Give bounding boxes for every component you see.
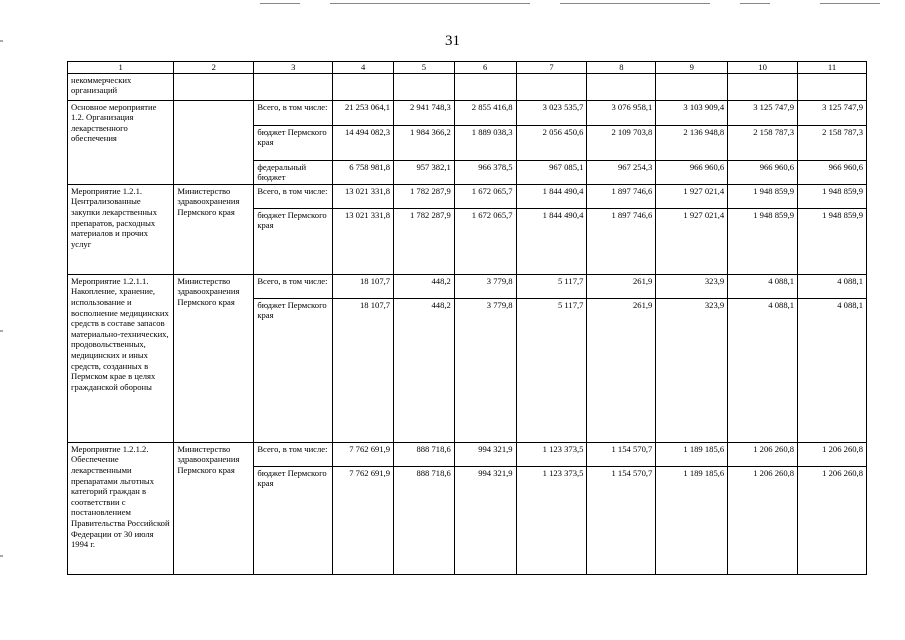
value-cell: 967 085,1	[516, 160, 587, 184]
page-number: 31	[445, 33, 460, 49]
value-cell: 966 960,6	[656, 160, 728, 184]
value-cell: 7 762 691,9	[333, 442, 394, 466]
header-cell: 10	[728, 62, 798, 74]
header-cell: 4	[333, 62, 394, 74]
value-cell: 1 897 746,6	[587, 208, 656, 274]
executor-cell: Министерство здравоохранения Пермского края	[174, 274, 254, 442]
value-cell: 3 125 747,9	[798, 100, 867, 125]
value-cell: 13 021 331,8	[333, 208, 394, 274]
funding-source-cell	[254, 73, 333, 100]
value-cell: 1 123 373,5	[516, 466, 587, 574]
scan-top-line	[560, 3, 710, 4]
value-cell: 448,2	[394, 298, 455, 442]
value-cell: 2 941 748,3	[394, 100, 455, 125]
value-cell: 966 378,5	[454, 160, 516, 184]
value-cell: 1 672 065,7	[454, 184, 516, 208]
value-cell: 3 125 747,9	[728, 100, 798, 125]
activity-name-cell: Мероприятие 1.2.1.1. Накопление, хранение, использование и восполнение медицинских средств в составе запасов материально-технических, продовольственных, медицинских и иных средств, созданных в Пермском крае в целях гражданской обороны	[68, 274, 174, 442]
value-cell: 3 076 958,1	[587, 100, 656, 125]
value-cell	[394, 73, 455, 100]
value-cell: 3 103 909,4	[656, 100, 728, 125]
scan-left-edge	[0, 555, 3, 557]
header-cell: 3	[254, 62, 333, 74]
value-cell: 1 948 859,9	[798, 208, 867, 274]
value-cell: 1 897 746,6	[587, 184, 656, 208]
value-cell: 1 927 021,4	[656, 184, 728, 208]
scan-top-line	[260, 3, 300, 4]
scan-top-line	[330, 3, 530, 4]
header-cell: 11	[798, 62, 867, 74]
table-row	[68, 442, 867, 466]
value-cell: 5 117,7	[516, 274, 587, 298]
value-cell: 448,2	[394, 274, 455, 298]
funding-source-cell: бюджет Пермского края	[254, 466, 333, 574]
value-cell: 2 136 948,8	[656, 125, 728, 160]
funding-source-cell: Всего, в том числе:	[254, 184, 333, 208]
value-cell: 6 758 981,8	[333, 160, 394, 184]
table-row	[68, 100, 867, 125]
table-row	[68, 184, 867, 208]
value-cell: 2 109 703,8	[587, 125, 656, 160]
value-cell: 3 779,8	[454, 274, 516, 298]
header-row	[68, 62, 867, 74]
value-cell: 994 321,9	[454, 466, 516, 574]
value-cell: 1 844 490,4	[516, 184, 587, 208]
scan-top-line	[820, 3, 880, 4]
value-cell: 888 718,6	[394, 442, 455, 466]
value-cell: 18 107,7	[333, 298, 394, 442]
executor-cell	[174, 73, 254, 100]
value-cell	[798, 73, 867, 100]
header-cell: 1	[68, 62, 174, 74]
budget-table	[67, 61, 867, 575]
funding-source-cell: Всего, в том числе:	[254, 442, 333, 466]
header-cell: 9	[656, 62, 728, 74]
funding-source-cell: бюджет Пермского края	[254, 208, 333, 274]
value-cell: 1 123 373,5	[516, 442, 587, 466]
value-cell	[728, 73, 798, 100]
header-cell: 7	[516, 62, 587, 74]
value-cell	[656, 73, 728, 100]
value-cell: 2 158 787,3	[728, 125, 798, 160]
header-cell: 8	[587, 62, 656, 74]
value-cell: 3 023 535,7	[516, 100, 587, 125]
value-cell	[333, 73, 394, 100]
value-cell: 1 154 570,7	[587, 466, 656, 574]
header-cell: 5	[394, 62, 455, 74]
value-cell: 966 960,6	[798, 160, 867, 184]
header-cell: 2	[174, 62, 254, 74]
activity-name-cell: Основное мероприятие 1.2. Организация лекарственного обеспечения	[68, 100, 174, 184]
value-cell: 4 088,1	[798, 298, 867, 442]
value-cell: 1 889 038,3	[454, 125, 516, 160]
value-cell: 1 154 570,7	[587, 442, 656, 466]
value-cell: 2 056 450,6	[516, 125, 587, 160]
value-cell: 1 206 260,8	[798, 466, 867, 574]
activity-name-cell: некоммерческих организаций	[68, 73, 174, 100]
value-cell: 967 254,3	[587, 160, 656, 184]
value-cell: 1 948 859,9	[798, 184, 867, 208]
value-cell: 2 158 787,3	[798, 125, 867, 160]
value-cell: 966 960,6	[728, 160, 798, 184]
scan-top-line	[740, 3, 770, 4]
value-cell: 1 782 287,9	[394, 184, 455, 208]
scan-left-edge	[0, 330, 3, 332]
value-cell: 957 382,1	[394, 160, 455, 184]
value-cell: 1 948 859,9	[728, 184, 798, 208]
value-cell: 994 321,9	[454, 442, 516, 466]
activity-name-cell: Мероприятие 1.2.1. Централизованные закупки лекарственных препаратов, расходных материалов и прочих услуг	[68, 184, 174, 274]
funding-source-cell: федеральный бюджет	[254, 160, 333, 184]
value-cell: 1 844 490,4	[516, 208, 587, 274]
value-cell: 13 021 331,8	[333, 184, 394, 208]
value-cell: 1 927 021,4	[656, 208, 728, 274]
executor-cell	[174, 100, 254, 184]
funding-source-cell: Всего, в том числе:	[254, 274, 333, 298]
activity-name-cell: Мероприятие 1.2.1.2. Обеспечение лекарственными препаратами льготных категорий граждан в соответствии с постановлением Правительства Российской Федерации от 30 июля 1994 г.	[68, 442, 174, 574]
value-cell: 1 782 287,9	[394, 208, 455, 274]
value-cell: 4 088,1	[798, 274, 867, 298]
value-cell: 1 948 859,9	[728, 208, 798, 274]
value-cell: 888 718,6	[394, 466, 455, 574]
value-cell: 4 088,1	[728, 274, 798, 298]
value-cell: 1 189 185,6	[656, 466, 728, 574]
value-cell: 261,9	[587, 298, 656, 442]
value-cell: 3 779,8	[454, 298, 516, 442]
funding-source-cell: бюджет Пермского края	[254, 125, 333, 160]
value-cell: 1 206 260,8	[728, 442, 798, 466]
value-cell: 323,9	[656, 274, 728, 298]
value-cell: 14 494 082,3	[333, 125, 394, 160]
table-row	[68, 73, 867, 100]
table-row	[68, 274, 867, 298]
value-cell	[516, 73, 587, 100]
value-cell: 7 762 691,9	[333, 466, 394, 574]
value-cell: 2 855 416,8	[454, 100, 516, 125]
value-cell: 1 206 260,8	[728, 466, 798, 574]
value-cell: 1 206 260,8	[798, 442, 867, 466]
value-cell: 18 107,7	[333, 274, 394, 298]
value-cell: 4 088,1	[728, 298, 798, 442]
value-cell: 21 253 064,1	[333, 100, 394, 125]
executor-cell: Министерство здравоохранения Пермского края	[174, 184, 254, 274]
value-cell: 261,9	[587, 274, 656, 298]
value-cell: 1 189 185,6	[656, 442, 728, 466]
value-cell: 5 117,7	[516, 298, 587, 442]
funding-source-cell: бюджет Пермского края	[254, 298, 333, 442]
value-cell: 1 672 065,7	[454, 208, 516, 274]
value-cell	[587, 73, 656, 100]
executor-cell: Министерство здравоохранения Пермского края	[174, 442, 254, 574]
value-cell	[454, 73, 516, 100]
header-cell: 6	[454, 62, 516, 74]
value-cell: 323,9	[656, 298, 728, 442]
funding-source-cell: Всего, в том числе:	[254, 100, 333, 125]
value-cell: 1 984 366,2	[394, 125, 455, 160]
